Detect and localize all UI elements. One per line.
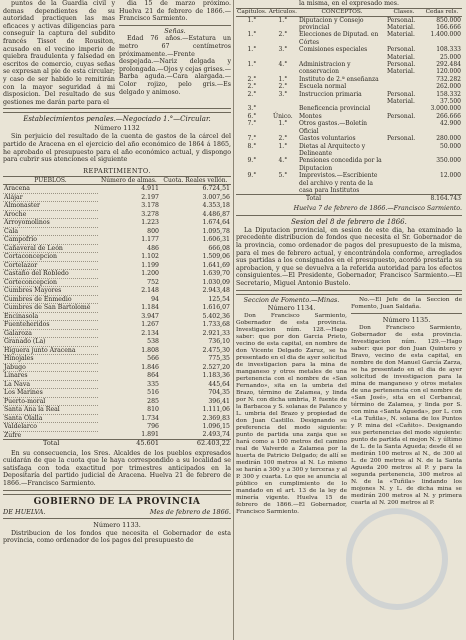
cell-cuota: 1.606,31 (202, 236, 230, 244)
cell-cuota: 736,10 (208, 338, 230, 346)
table-row (3, 295, 231, 304)
col-header-conceptos: CONCEPTOS. (298, 8, 386, 16)
cell-cuota: 125,54 (208, 295, 230, 303)
table-row (236, 105, 462, 112)
table-row (3, 253, 231, 262)
cell-pueblo: Aracena (3, 185, 98, 194)
cell-articulo: 3.° (278, 90, 288, 98)
cell-importe: 266.666 (436, 112, 461, 120)
cell-cuota: 5.402,36 (202, 312, 230, 320)
cell-cuota: 1.095,78 (202, 227, 230, 235)
table-row (3, 338, 231, 347)
cell-almas: 285 (147, 397, 159, 405)
senas-title: Señas. (164, 26, 186, 35)
estab-number: Número 1132 (94, 124, 140, 133)
cell-cuota: 1.509,06 (202, 253, 230, 261)
table-row (3, 227, 231, 236)
table-row (3, 219, 231, 228)
session-title: Sesion del 8 de febrero de 1866. (291, 217, 407, 226)
table-row (3, 261, 231, 270)
cell-clase: Material. (387, 31, 415, 39)
divider (236, 290, 462, 295)
cell-capitulo: 1.° (247, 31, 257, 39)
cell-almas: 1.200 (141, 270, 159, 278)
cell-clase: Personal. Material. (387, 90, 416, 106)
table-row (236, 157, 462, 172)
cell-almas: 1.223 (141, 219, 159, 227)
notice-1135-text: Don Francisco Sarmiento, Gobernador de esta provincia. Investigacion núm. 129.—Hago saber: que por don Juan Quintero y Bravo, vecino de esta capital, en nombre de don Manuel García Zarza, se ha presentado en el dia de ayer solicitud de investigacion para la mina de manganeso y otros metales de una pertenencia con el nombre de «San José», sita en el Cerbancal, término de Zalamea, y linda por S. con mina «Santa Agueda», por L. con «La Tuñila», N. solana de los Puntos y P. mina del «Cañito». Designando sus pertenencias del modo siguiente: punto de partida el mojon N. y último de L. de la Santa Agueda; desde él se medirán 100 metros al N., de 300 al L. de 200 metros al N. de la Santa Agueda 200 metros al P. y para la segunda pertenencia, 300 metros al N. de la «Tuñila» lindando los mojones N. y L. de dicha mina se medirán 200 metros al N. y primera cuarta al N. 200 metros al P. (351, 324, 462, 506)
cell-almas: 2.197 (141, 193, 159, 201)
cell-concepto: Diputacion y Consejo provincial (298, 16, 364, 31)
cell-importe: 292.484 120.000 (436, 61, 461, 76)
table-row (3, 355, 231, 364)
cell-concepto: Gastos voluntarios (298, 135, 356, 143)
table-row (236, 135, 462, 142)
right-column (236, 0, 462, 516)
cell-pueblo: Cortaconcepcion (3, 253, 98, 262)
cell-pueblo: Santa Ana la Real (3, 406, 98, 415)
cell-cuota: 2.527,20 (202, 363, 230, 371)
cell-cuota: 1.616,07 (202, 304, 230, 312)
cell-importe: 3.000.000 (430, 105, 461, 113)
intro-text-left: puntos de la Guardia civil y demas dependientes de su autoridad practiquen las mas eficaces y activas diligencias para conseguir la captura del subdito francés Tissot de Rousiton, acusado en el vecino imperio de quiebra fraudulenta y falsedad en escritos de comercio, cuyas señas se expresan al pie de esta circular; y caso de ser habido le remitirán con la mayor seguridad á mi disposicion. Del resultado de sus gestiones me darán parte para el (3, 0, 115, 106)
table-row (3, 202, 231, 211)
cell-almas: 864 (147, 372, 159, 380)
cell-almas: 1.734 (141, 414, 159, 422)
total-almas: 45.601 (98, 440, 160, 448)
cell-clase: Personal. (387, 135, 416, 143)
cell-cuota: 1.674,64 (202, 219, 230, 227)
cell-cuota: 704,35 (208, 389, 230, 397)
table-row (3, 372, 231, 381)
table-row (3, 270, 231, 279)
col-header-cuota: Cuota. Reales vellón. (160, 176, 231, 185)
cell-capitulo: 6.° (247, 112, 257, 120)
cell-cuota: 445,64 (208, 380, 230, 388)
divider (119, 25, 231, 26)
cell-articulo: 5.° (278, 172, 288, 180)
table-row (236, 172, 462, 195)
cell-clase: Personal. Material. (387, 46, 416, 61)
cell-cuota: 1.639,70 (202, 270, 230, 278)
cell-cuota: 4.486,87 (202, 210, 230, 218)
cell-pueblo: Los Marines (3, 389, 98, 398)
cell-almas: 3.178 (141, 202, 159, 210)
table-row (3, 287, 231, 296)
cell-cuota: 1.030,09 (202, 278, 230, 286)
cell-articulo: 4.° (278, 61, 288, 69)
intro-text-right: dia 15 de marzo próximo. Huelva 21 de febrero de 1866.—Francisco Sarmiento. (119, 0, 231, 23)
table-row (3, 210, 231, 219)
gov-subheader (3, 508, 231, 516)
cell-articulo: 2.° (278, 31, 288, 39)
column-divider (233, 0, 234, 640)
cell-importe: 42.900 (440, 120, 461, 128)
gov-text: Distribucion de los fondos que necesita el Gobernador de esta provincia, como ordenador de los pagos del presupuesto de (3, 529, 231, 545)
cell-almas: 800 (147, 227, 159, 235)
cell-pueblo: Cumbres de San Bartolomé (3, 304, 98, 313)
cell-concepto: Otros gastos.—Boletín Oficial (298, 120, 367, 135)
cell-articulo: 2.° (278, 135, 288, 143)
table-row (3, 389, 231, 398)
table-row (3, 423, 231, 432)
table-row (236, 83, 462, 90)
budget-total-label: Total (236, 195, 422, 203)
col-header-art: Artículos. (268, 8, 297, 15)
cell-almas: 2.134 (141, 329, 159, 337)
cell-almas: 1.267 (141, 321, 159, 329)
cell-concepto: Instituto de 2.ª enseñanza (298, 75, 379, 83)
gov-date: Mes de febrero de 1866. (149, 507, 231, 516)
cell-articulo: 1.° (278, 142, 288, 150)
total-row (3, 440, 231, 448)
table-row (3, 406, 231, 415)
cell-cuota: 2.493,74 (202, 431, 230, 439)
fomento-block (236, 297, 462, 517)
cell-capitulo: 2.° (247, 90, 257, 98)
cell-capitulo: 2.° (247, 83, 257, 91)
col-header-importe: Cedas rels. (422, 8, 462, 16)
cell-cuota: 1.111,06 (202, 406, 230, 414)
budget-total-row (236, 195, 462, 203)
cell-pueblo: Almonaster (3, 202, 98, 211)
table-row (3, 236, 231, 245)
cell-concepto: Pensiones concedida por la Diputacion (298, 157, 382, 172)
cell-almas: 2.148 (141, 287, 159, 295)
cell-cuota: 2.921,33 (202, 329, 230, 337)
table-row (3, 193, 231, 202)
cell-concepto: Dietas al Arquitecto y Delineante (298, 142, 366, 157)
cell-cuota: 1.183,36 (202, 372, 230, 380)
cell-pueblo: Arroyomolinos (3, 219, 98, 228)
table-row (236, 76, 462, 83)
cell-importe: 12.000 (440, 172, 461, 180)
senas-text: Edad 76 años.—Estatura un metro 67 centímetros próximamente.—Frente despejada.—Nariz delgada y prolongada.—Ojos y cejas grises.—Barba aguda.—Cara alargada.—Color rojizo, pelo gris.—Es delgado y animoso. (119, 35, 231, 96)
cell-concepto: Comisiones especiales (298, 46, 368, 54)
cell-concepto: Escuela normal (298, 83, 347, 91)
divider (236, 215, 462, 216)
repartimiento-title: REPARTIMIENTO. (83, 166, 151, 175)
cell-cuota: 775,35 (208, 355, 230, 363)
cell-clase (386, 143, 422, 158)
table-row (3, 312, 231, 321)
budget-total-value: 8.164.743 (422, 195, 462, 203)
budget-intro: la misma, en el expresado mes. (298, 0, 400, 7)
cell-pueblo: Corteconcepcion (3, 278, 98, 287)
cell-capitulo: 1.° (247, 46, 257, 54)
cell-almas: 516 (147, 389, 159, 397)
cell-almas: 4.911 (141, 185, 159, 193)
divider (3, 518, 231, 519)
table-row (3, 414, 231, 423)
cell-clase: Personal. Material. (387, 16, 416, 31)
cell-pueblo: Puerto-moral (3, 397, 98, 406)
cell-pueblo: Granado (La) (3, 338, 98, 347)
cell-almas: 1.808 (141, 346, 159, 354)
cell-pueblo: Higuera junto Aracena (3, 346, 98, 355)
cell-capitulo: 3.° (247, 105, 257, 113)
library-stamp-icon (346, 508, 448, 610)
cell-clase: Personal. (387, 112, 416, 120)
gov-title: GOBIERNO DE LA PROVINCIA (33, 496, 201, 507)
cell-almas: 335 (147, 380, 159, 388)
cell-almas: 94 (151, 295, 159, 303)
cell-capitulo: 2.° (247, 75, 257, 83)
cell-cuota: 1.733,68 (202, 321, 230, 329)
fomento-title: Seccion de Fomento.—Minas. (243, 295, 340, 304)
cell-cuota: 4.353,18 (202, 202, 230, 210)
cell-importe: 280.000 (436, 135, 461, 143)
cell-almas: 3.947 (141, 312, 159, 320)
cell-clase (386, 172, 422, 195)
cell-pueblo: Jabugo (3, 363, 98, 372)
cell-articulo: 1.° (278, 120, 288, 128)
cell-capitulo: 1.° (247, 16, 257, 24)
col-header-clases: Clases. (386, 8, 422, 16)
cell-almas: 1.184 (141, 304, 159, 312)
table-row (236, 113, 462, 120)
table-row (236, 120, 462, 135)
notice-1134-text: Don Francisco Sarmiento, Gobernador de esta provincia. Investigacion núm. 128.—Hago saber: que por don Garcia Prieto, vecino de esta capital, en nombre de don Vicente Delgado Zaruz, se ha presentado en el dia de ayer solicitud de investigacion para la mina de manganeso y otros metales de una pertenencia con el nombre de «San Fernando», sita en la umbria del Brazo, término de Zalamea, y linda por N. con dicha umbria, P. fuente de la Barbacoa y S. solanas de Palanco y L. umbria del Brazo y propiedad de don Juan Castillo. Designando su preferencia del modo siguiente: punto de partida una zanja que se hará como a 100 metros del camino real de Valverde a Zalamea por la huerta de Patricio Delgado; de allí se medirán 100 metros al N. Lo mismo se harán a 300 y a 300 y terceras y al P. 300 y cuarta. Lo que se anuncia al público en cumplimiento de lo mandado en el art. 13 de la ley de minería vigente. Huelva 15 de febrero de 1866.—El Gobernador, Francisco Sarmiento. (236, 313, 347, 516)
table-row (3, 397, 231, 406)
cell-cuota: 2.475,30 (202, 346, 230, 354)
cell-concepto: Imprevistos.—Escribiente del archivo y renta de la casa para Institutos (298, 172, 378, 194)
fomento-signature: No.—El Jefe de la Seccion de Fomento, Juan Saldaña. (351, 296, 462, 310)
budget-body (236, 16, 462, 195)
total-cuota: 62.403,22 (160, 440, 231, 448)
estab-text: Sin perjuicio del resultado de la cuenta de gastos de la cárcel del partido de Aracena en el ejercicio del año económico de 1864 á 1865, he aprobado el presupuesto para el año económico actual, y dispongo para cubrir sus atenciones el siguiente (3, 133, 231, 164)
divider (351, 313, 462, 314)
cell-almas: 486 (147, 244, 159, 252)
number-1135: Número 1135. (382, 315, 431, 324)
cell-articulo: 3.° (278, 46, 288, 54)
cell-pueblo: Zufre (3, 431, 98, 440)
cell-pueblo: Campofrío (3, 236, 98, 245)
cell-almas: 1.199 (141, 261, 159, 269)
cell-importe: 732.282 (436, 75, 461, 83)
cell-almas: 752 (147, 278, 159, 286)
col-header-pueblos: PUEBLOS. (3, 176, 98, 185)
cell-pueblo: Cumbres Mayores (3, 287, 98, 296)
table-header-row (236, 8, 462, 16)
gov-number: Número 1133. (93, 520, 141, 529)
table-header-row (3, 176, 231, 185)
cell-clase (386, 76, 422, 83)
cell-articulo: 2.° (278, 83, 288, 91)
cell-concepto: Beneficencia provincial (298, 105, 371, 113)
cell-capitulo: 1.° (247, 61, 257, 69)
budget-table (236, 8, 462, 203)
cell-almas: 1.846 (141, 363, 159, 371)
gov-place: DE HUELVA. (3, 507, 46, 516)
table-row (3, 346, 231, 355)
cell-capitulo: 9.° (247, 172, 257, 180)
table-row (3, 244, 231, 253)
table-row (236, 31, 462, 46)
cell-almas: 1.177 (141, 236, 159, 244)
cell-articulo: Único. (273, 112, 293, 120)
cell-importe: 350.000 (436, 157, 461, 165)
divider (3, 490, 231, 495)
cell-articulo: 1.° (278, 16, 288, 24)
cell-pueblo: Valdelarco (3, 423, 98, 432)
estab-title: Establecimientos penales.—Negociado 1.°—Circular. (23, 115, 211, 124)
cell-articulo: 4.° (278, 157, 288, 165)
cell-almas: 566 (147, 355, 159, 363)
cell-pueblo: Fuenteheridos (3, 321, 98, 330)
cell-pueblo: Aroche (3, 210, 98, 219)
cell-capitulo: 8.° (247, 142, 257, 150)
repartimiento-body (3, 185, 231, 440)
cell-almas: 1.102 (141, 253, 159, 261)
cell-clase (386, 83, 422, 90)
cell-clase (386, 120, 422, 135)
table-row (236, 61, 462, 76)
cell-pueblo: Alájar (3, 193, 98, 202)
cell-importe: 262.000 (436, 83, 461, 91)
cell-pueblo: Hinojales (3, 355, 98, 364)
cell-importe: 158.332 37.500 (436, 90, 461, 106)
cell-pueblo: Cumbres de Enmedio (3, 295, 98, 304)
cell-concepto: Elecciones de Diputad. en Córtes (298, 31, 379, 46)
table-row (3, 304, 231, 313)
budget-signature: Huelva 7 de febrero de 1866.—Francisco Sarmiento. (293, 204, 462, 212)
cell-almas: 3.278 (141, 210, 159, 218)
number-1134: Número 1134. (267, 304, 316, 313)
cell-importe: 850.000 166.666 (436, 16, 461, 31)
cell-pueblo: Cañaveral de León (3, 244, 98, 253)
table-row (3, 329, 231, 338)
cell-almas: 538 (147, 338, 159, 346)
cell-concepto: Instruccion primaria (298, 90, 362, 98)
cell-pueblo: Encinasola (3, 312, 98, 321)
table-row (3, 278, 231, 287)
cell-pueblo: Cortelazor (3, 261, 98, 270)
cell-pueblo: Castaño del Robledo (3, 270, 98, 279)
cell-cuota: 2.943,48 (202, 287, 230, 295)
repartimiento-table (3, 176, 231, 448)
table-row (236, 143, 462, 158)
intro-block (3, 0, 231, 106)
cell-cuota: 396,41 (208, 397, 230, 405)
cell-articulo: 1.° (278, 75, 288, 83)
cell-clase (386, 157, 422, 172)
cell-importe: 108.333 25.000 (436, 46, 461, 61)
cell-pueblo: Galaroza (3, 329, 98, 338)
cell-cuota: 666,08 (208, 244, 230, 252)
cell-capitulo: 7.° (247, 120, 257, 128)
repartimiento-closing: En su consecuencia, los Sres. Alcaldes de los pueblos expresados cuidarán de que la cuota que le haya correspondido a su localidad se satisfaga con toda exactitud por trimestres anticipados en la Depositaría del partido judicial de Aracena. Huelva 21 de febrero de 1866.—Francisco Sarmiento. (3, 449, 231, 488)
cell-importe: 50.000 (440, 142, 461, 150)
cell-clase: Personal. Material. (387, 61, 416, 76)
left-column (3, 0, 231, 545)
cell-almas: 810 (147, 406, 159, 414)
cell-almas: 1.891 (141, 431, 159, 439)
cell-cuota: 3.007,56 (202, 193, 230, 201)
table-row (3, 380, 231, 389)
table-row (236, 46, 462, 61)
cell-clase (386, 105, 422, 112)
cell-pueblo: La Nava (3, 380, 98, 389)
col-header-cap: Capítulos. (237, 8, 267, 15)
table-row (236, 91, 462, 106)
cell-articulo (268, 105, 298, 112)
table-row (3, 363, 231, 372)
total-label: Total (3, 440, 98, 448)
cell-cuota: 1.096,15 (202, 423, 230, 431)
cell-concepto: Montes (298, 112, 322, 120)
table-row (236, 16, 462, 31)
table-row (3, 321, 231, 330)
cell-concepto: Administracion y conservacion (298, 61, 351, 76)
session-text: La Diputacion provincial, en sesion de este dia, ha examinado la precedente distribucion de fondos que necesita el Sr. Gobernador de la provincia, como ordenador de pagos del presupuesto de la misma, para el mes de febrero actual, y encontrándola conforme, arreglados sus partidas a los consignados en el presupuesto, acordó prestarla su aprobacion, y que se devuelva a la referida autoridad para los efectos consiguientes.—El Presidente, Gobernador, Francisco Sarmiento.—El Secretario, Miguel Antonio Bustelo. (236, 226, 462, 287)
divider (3, 108, 231, 113)
cell-almas: 796 (147, 423, 159, 431)
cell-capitulo: 7.° (247, 135, 257, 143)
cell-pueblo: Linares (3, 372, 98, 381)
cell-importe: 1.400.000 (430, 31, 461, 39)
table-row (3, 185, 231, 194)
cell-pueblo: Cala (3, 227, 98, 236)
cell-capitulo: 9.° (247, 157, 257, 165)
cell-pueblo: Santa Olalla (3, 414, 98, 423)
cell-cuota: 6.724,51 (202, 185, 230, 193)
cell-cuota: 2.369,83 (202, 414, 230, 422)
cell-cuota: 1.641,69 (202, 261, 230, 269)
col-header-almas: Número de almas. (98, 176, 160, 185)
